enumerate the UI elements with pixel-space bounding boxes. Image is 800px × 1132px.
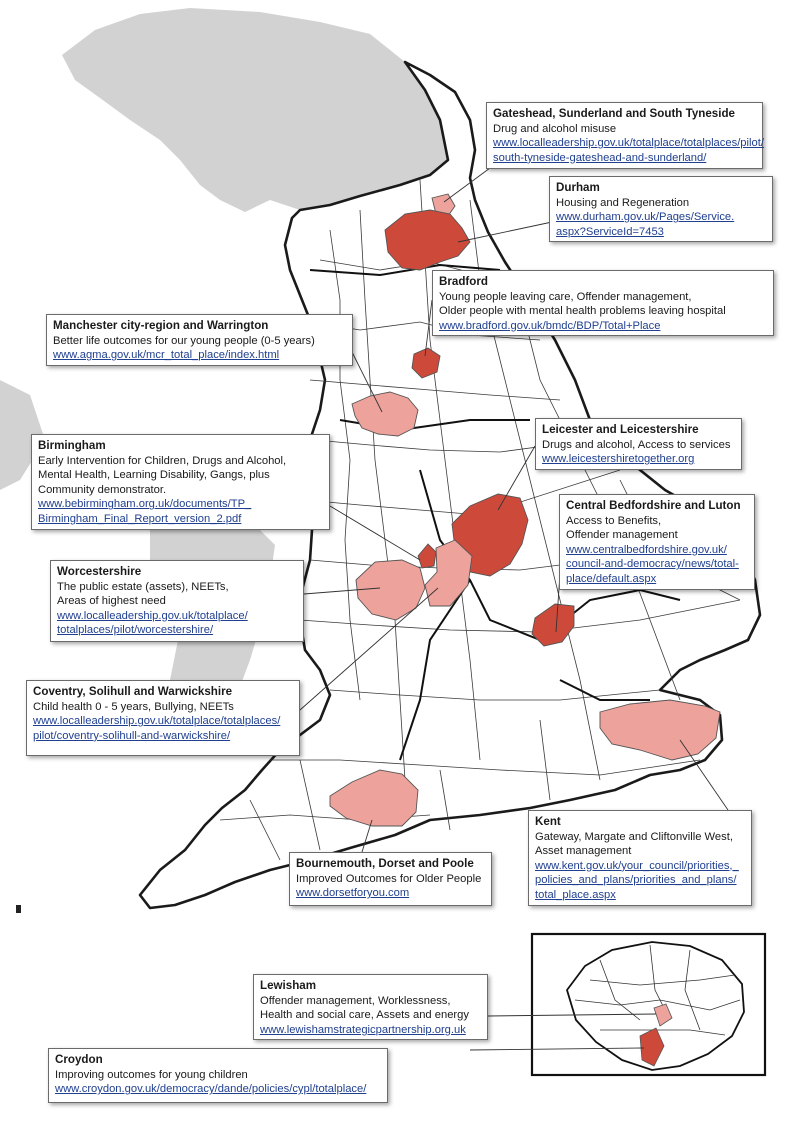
callout-title: Gateshead, Sunderland and South Tyneside — [493, 107, 736, 120]
callout-bournemouth — [289, 852, 492, 906]
callout-worcestershire — [50, 560, 304, 642]
callout-gateshead — [486, 102, 763, 169]
callout-title: Croydon — [55, 1053, 103, 1066]
callout-link[interactable]: www.durham.gov.uk/Pages/Service. aspx?ServiceId=7453 — [556, 211, 735, 238]
callout-kent — [528, 810, 752, 906]
callout-croydon — [48, 1048, 388, 1103]
callout-title: Manchester city-region and Warrington — [53, 319, 269, 332]
callout-desc: Drug and alcohol misuse — [493, 122, 617, 135]
callout-desc: Early Intervention for Children, Drugs and Alcohol, Mental Health, Learning Disability, Gangs, plus Community demonstrator. — [38, 454, 287, 496]
callout-desc: Better life outcomes for our young people (0-5 years) — [53, 334, 315, 347]
callout-link[interactable]: www.leicestershiretogether.org — [542, 453, 695, 466]
callout-title: Bradford — [439, 275, 488, 288]
scotland-landmass — [62, 8, 448, 212]
scilly-isles — [16, 905, 21, 913]
callout-desc: Child health 0 - 5 years, Bullying, NEETs — [33, 700, 234, 713]
callout-link[interactable]: www.croydon.gov.uk/democracy/dande/policies/cypl/totalplace/ — [55, 1083, 367, 1096]
callout-title: Coventry, Solihull and Warwickshire — [33, 685, 233, 698]
callout-manchester — [46, 314, 353, 366]
callout-leicester — [535, 418, 742, 470]
callout-coventry — [26, 680, 300, 756]
callout-desc: Housing and Regeneration — [556, 196, 690, 209]
callout-title: Worcestershire — [57, 565, 142, 578]
callout-birmingham — [31, 434, 330, 530]
callout-durham — [549, 176, 773, 242]
callout-bradford — [432, 270, 774, 336]
callout-link[interactable]: www.bradford.gov.uk/bmdc/BDP/Total+Place — [439, 319, 661, 332]
callout-lewisham — [253, 974, 488, 1040]
callout-title: Kent — [535, 815, 561, 828]
callout-link[interactable]: www.centralbedfordshire.gov.uk/ council-and-democracy/news/total- place/default.aspx — [566, 543, 739, 585]
callout-title: Central Bedfordshire and Luton — [566, 499, 741, 512]
callout-desc: Gateway, Margate and Cliftonville West, Asset management — [535, 830, 733, 858]
callout-link[interactable]: www.dorsetforyou.com — [296, 887, 410, 900]
callout-desc: Improved Outcomes for Older People — [296, 872, 482, 885]
callout-link[interactable]: www.agma.gov.uk/mcr_total_place/index.html — [53, 349, 280, 362]
callout-title: Leicester and Leicestershire — [542, 423, 699, 436]
callout-desc: Drugs and alcohol, Access to services — [542, 438, 731, 451]
callout-link[interactable]: www.bebirmingham.org.uk/documents/TP_ Birmingham_Final_Report_version_2.pdf — [38, 498, 252, 525]
callout-link[interactable]: www.localleadership.gov.uk/totalplace/totalplaces/ pilot/coventry-solihull-and-warwickshire/ — [33, 715, 281, 742]
callout-title: Durham — [556, 181, 600, 194]
callout-title: Lewisham — [260, 979, 317, 992]
callout-desc: Offender management, Worklessness, Health and social care, Assets and energy — [260, 994, 469, 1022]
callout-link[interactable]: www.lewishamstrategicpartnership.org.uk — [260, 1023, 466, 1036]
callout-desc: Access to Benefits, Offender management — [566, 514, 678, 542]
callout-link[interactable]: www.localleadership.gov.uk/totalplace/totalplaces/pilot/ south-tyneside-gateshead-and-sunderland/ — [493, 137, 764, 164]
callout-bedfordshire — [559, 494, 755, 590]
callout-desc: Young people leaving care, Offender management, Older people with mental health problems leaving hospital — [439, 290, 726, 318]
callout-desc: Improving outcomes for young children — [55, 1068, 248, 1081]
callout-desc: The public estate (assets), NEETs, Areas of highest need — [57, 580, 229, 608]
callout-title: Birmingham — [38, 439, 106, 452]
london-inset — [532, 934, 765, 1075]
callout-link[interactable]: www.localleadership.gov.uk/totalplace/ totalplaces/pilot/worcestershire/ — [57, 609, 248, 637]
callout-title: Bournemouth, Dorset and Poole — [296, 857, 474, 870]
callout-link[interactable]: www.kent.gov.uk/your_council/priorities,_ policies_and_plans/priorities_and_plans/ total_place.aspx — [535, 859, 739, 901]
